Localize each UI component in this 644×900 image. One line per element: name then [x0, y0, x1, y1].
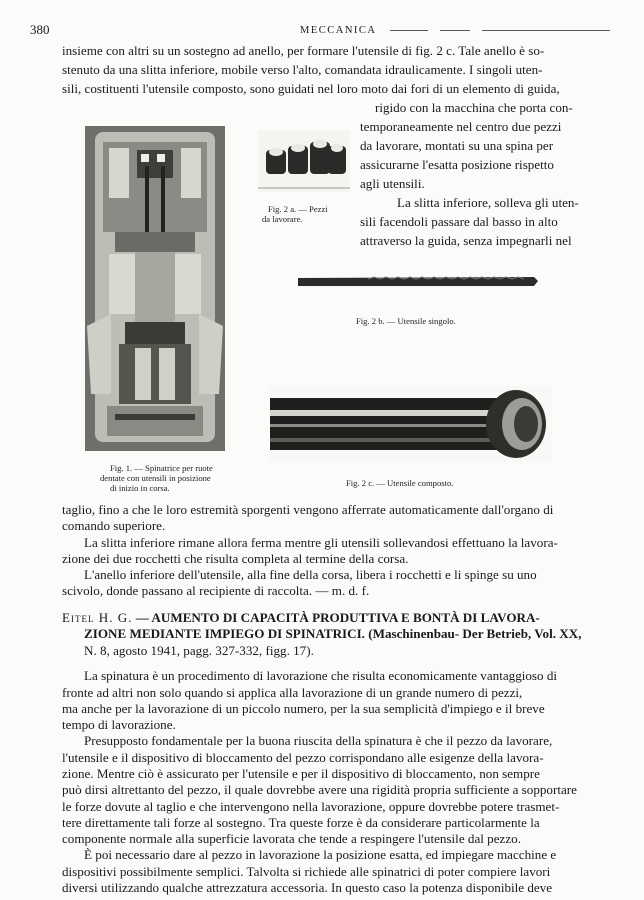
text-line: stenuto da una slitta inferiore, mobile verso l'alto, comandata idraulicamente. I singoli uten-: [62, 62, 543, 77]
text-line: da lavorare, montati su una spina per: [360, 138, 554, 153]
text-line: diversi utilizzando qualche attrezzatura accessoria. In questo caso la potenza disponibile deve: [62, 880, 553, 895]
fig2c-caption: Fig. 2 c. — Utensile composto.: [346, 478, 454, 488]
text-line: Presupposto fondamentale per la buona riuscita della spinatura è che il pezzo da lavorare,: [84, 733, 553, 749]
text-line: dispositivi possibilmente semplici. Talvolta si richiede alle spinatrici di poter compiere lavori: [62, 863, 551, 879]
page-number: 380: [30, 22, 50, 37]
fig1-caption: dentate con utensili in posizione: [100, 473, 211, 483]
fig2a-caption: Fig. 2 a. — Pezzi: [268, 204, 328, 214]
fig1-caption: Fig. 1. — Spinatrice per ruote: [110, 463, 213, 473]
text-line: agli utensili.: [360, 176, 425, 191]
text-line: L'anello inferiore dell'utensile, alla fine della corsa, libera i rocchetti e li spinge su uno: [84, 567, 537, 583]
text-line: componente normale alla superficie lavorata che tende a respingere l'utensile dal pezzo.: [62, 831, 521, 847]
article-heading: [62, 609, 540, 626]
text-line: zione dei due rocchetti che risulta completa al termine della corsa.: [62, 550, 409, 566]
text-line: sili facendoli passare dal basso in alto: [360, 214, 558, 229]
text-line: La spinatura è un procedimento di lavorazione che risulta economicamente vantaggioso di: [84, 668, 558, 684]
text-line: ma anche per la lavorazione di un piccolo numero, per la sua semplicità d'impiego e il breve: [62, 700, 545, 716]
fig2a-workpieces-photo: [258, 130, 350, 192]
fig2c-composite-tool-photo: [270, 386, 552, 462]
text-line: tempo di lavorazione.: [62, 717, 176, 733]
fig2b-caption: Fig. 2 b. — Utensile singolo.: [356, 316, 456, 326]
text-line: assicurarne l'esatta posizione rispetto: [360, 157, 554, 172]
article-citation: N. 8, agosto 1941, pagg. 327-332, figg. 17).: [84, 642, 314, 658]
fig2b-single-tool-photo: [298, 274, 538, 290]
text-line: può dirsi altrettanto del pezzo, il quale dovrebbe avere una rigidità propria sufficiente a sopportare: [62, 782, 577, 798]
header-rule: [482, 30, 610, 31]
text-line: rigido con la macchina che porta con-: [375, 100, 573, 115]
header-rule: [440, 30, 470, 31]
text-line: l'utensile e il dispositivo di bloccamento del pezzo corrispondano alle esigenze della lavora-: [62, 749, 544, 765]
text-line: temporaneamente nel centro due pezzi: [360, 119, 562, 134]
text-line: comando superiore.: [62, 518, 166, 534]
text-line: zione. Mentre ciò è assicurato per l'utensile e per il dispositivo di bloccamento, non sempre: [62, 766, 540, 781]
text-line: tere direttamente tali forze al sostegno. Tra queste forze è da considerare particolarmente la: [62, 814, 540, 830]
text-line: sili, costituenti l'utensile composto, sono guidati nel loro moto dai fori di un elemento di guida,: [62, 81, 560, 96]
text-line: le forze dovute al taglio e che intervengono nella lavorazione, oppure dovrebbe potere trasmet-: [62, 798, 560, 814]
text-line: attraverso la guida, senza impegnarli nel: [360, 233, 572, 248]
text-line: È poi necessario dare al pezzo in lavorazione la posizione esatta, ed impiegare macchine e: [84, 847, 557, 863]
running-title: MECCANICA: [300, 25, 377, 36]
text-line: insieme con altri su un sostegno ad anello, per formare l'utensile di fig. 2 c. Tale anello è so-: [62, 43, 545, 58]
article-title: ZIONE MEDIANTE IMPIEGO DI SPINATRICI. (Maschinenbau- Der Betrieb, Vol. XX,: [84, 626, 582, 642]
fig2a-caption: da lavorare.: [262, 214, 303, 224]
text-line: fronte ad altri non solo quando si applica alla lavorazione di un grande numero di pezzi,: [62, 684, 523, 700]
header-rule: [390, 30, 428, 31]
text-line: La slitta inferiore, solleva gli uten-: [397, 195, 579, 210]
article-author: Eitel H. G.: [62, 610, 133, 625]
fig1-machine-photo: [85, 126, 225, 451]
fig1-caption: di inizio in corsa.: [110, 483, 170, 493]
article-title: — AUMENTO DI CAPACITÀ PRODUTTIVA E BONTÀ DI LAVORA-: [132, 610, 540, 625]
text-line: taglio, fino a che le loro estremità sporgenti vengono afferrate automaticamente dall'organo di: [62, 502, 554, 517]
text-line: La slitta inferiore rimane allora ferma mentre gli utensili sollevandosi effettuano la lavora-: [84, 534, 558, 550]
text-line: scivolo, donde passano al recipiente di raccolta. — m. d. f.: [62, 583, 370, 599]
